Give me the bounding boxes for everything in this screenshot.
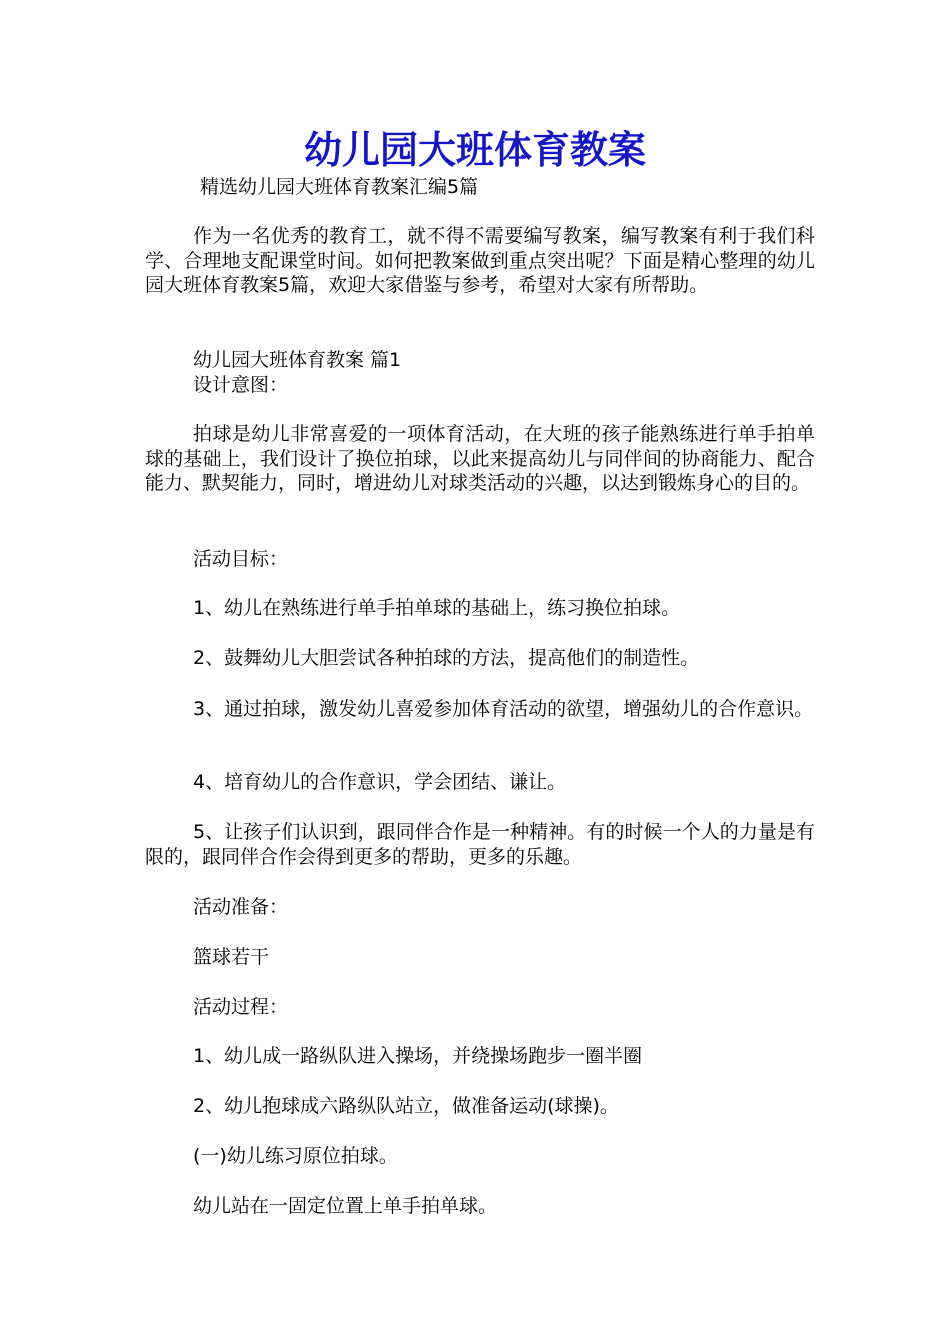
process-step: 2、幼儿抱球成六路纵队站立，做准备运动(球操)。 [193, 1095, 619, 1117]
process-step: (一)幼儿练习原位拍球。 [193, 1145, 398, 1167]
design-intent-paragraph: 拍球是幼儿非常喜爱的一项体育活动，在大班的孩子能熟练进行单手拍单球的基础上，我们设计了换位拍球，以此来提高幼儿与同伴间的协商能力、配合能力、默契能力，同时，增进幼儿对球类活动的兴趣，以达到锻炼身心的目的。 [145, 423, 815, 495]
document-subtitle: 精选幼儿园大班体育教案汇编5篇 [200, 176, 479, 198]
preparation-label: 活动准备： [193, 896, 289, 918]
goal-item: 2、鼓舞幼儿大胆尝试各种拍球的方法，提高他们的制造性。 [193, 647, 700, 669]
goal-item: 4、培育幼儿的合作意识，学会团结、谦让。 [193, 771, 567, 793]
document-title: 幼儿园大班体育教案 [303, 127, 646, 172]
process-label: 活动过程： [193, 996, 289, 1018]
design-intent-label: 设计意图： [193, 374, 289, 396]
goals-label: 活动目标： [193, 548, 289, 570]
intro-paragraph: 作为一名优秀的教育工，就不得不需要编写教案，编写教案有利于我们科学、合理地支配课堂时间。如何把教案做到重点突出呢？下面是精心整理的幼儿园大班体育教案5篇，欢迎大家借鉴与参考，希望对大家有所帮助。 [145, 225, 815, 297]
section-heading: 幼儿园大班体育教案 篇1 [193, 349, 402, 371]
goal-item: 1、幼儿在熟练进行单手拍单球的基础上，练习换位拍球。 [193, 597, 681, 619]
process-step: 1、幼儿成一路纵队进入操场，并绕操场跑步一圈半圈 [193, 1045, 643, 1067]
goal-item: 3、通过拍球，激发幼儿喜爱参加体育活动的欲望，增强幼儿的合作意识。 [193, 698, 814, 720]
preparation-text: 篮球若干 [193, 946, 270, 968]
goal-item: 5、让孩子们认识到，跟同伴合作是一种精神。有的时候一个人的力量是有限的，跟同伴合作会得到更多的帮助，更多的乐趣。 [145, 821, 815, 868]
process-step: 幼儿站在一固定位置上单手拍单球。 [193, 1195, 498, 1217]
